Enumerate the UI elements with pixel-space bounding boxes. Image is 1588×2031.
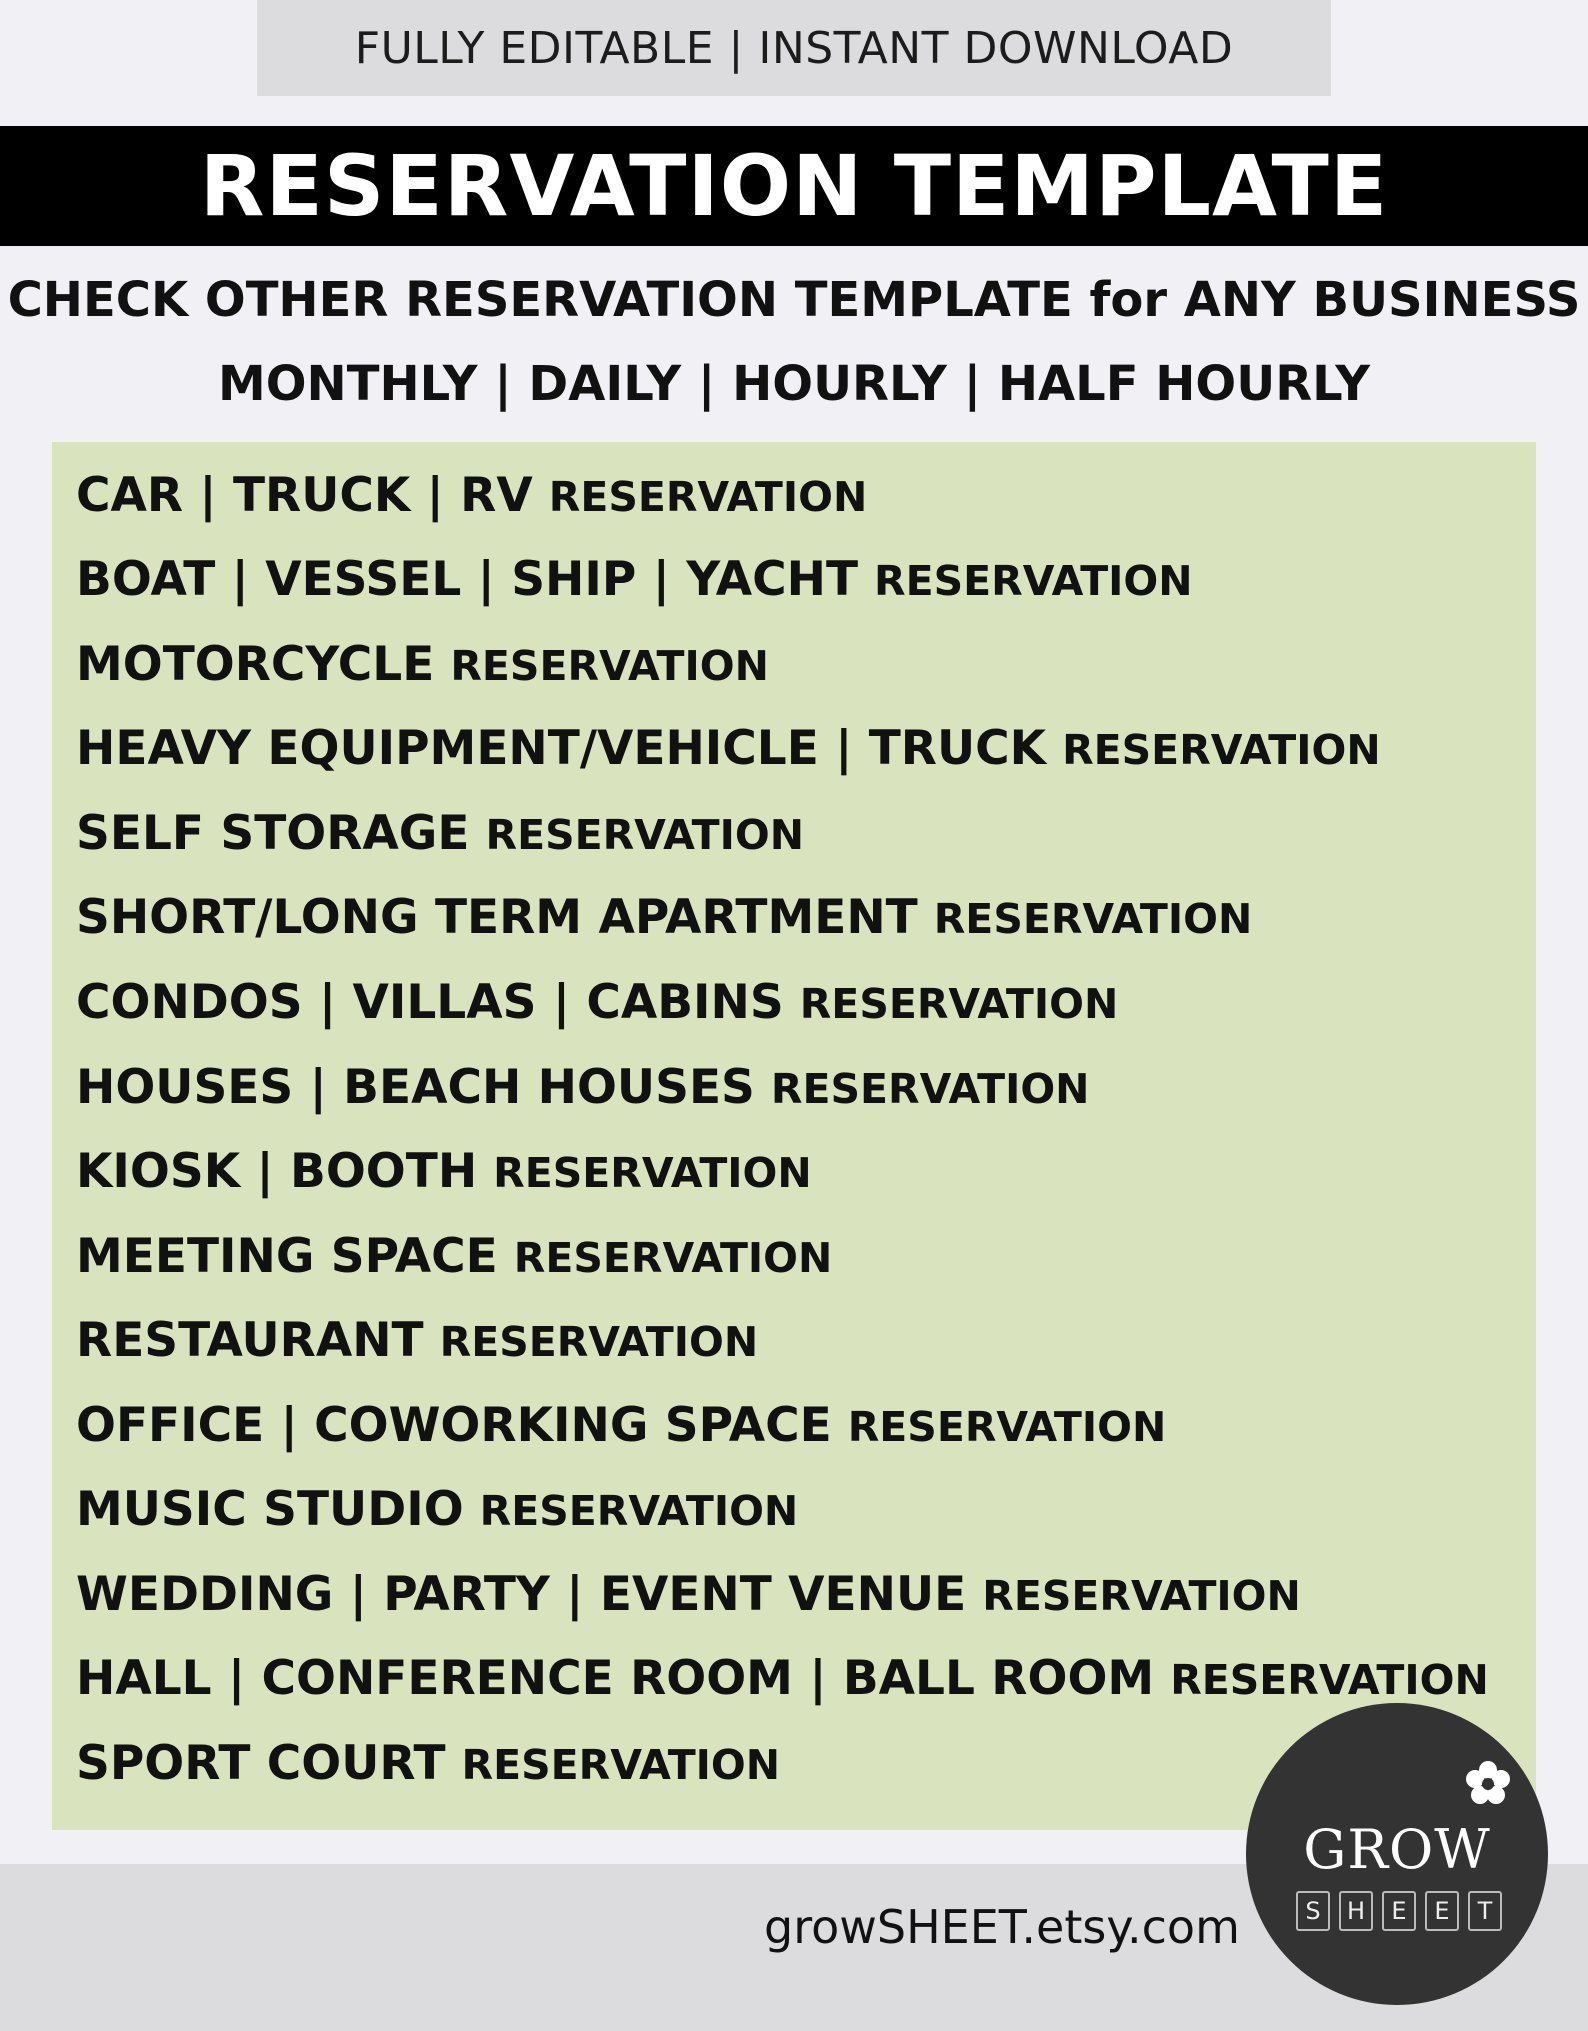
item-suffix: RESERVATION [461, 1741, 781, 1789]
list-item [76, 1736, 780, 1816]
item-suffix: RESERVATION [874, 557, 1193, 605]
item-name: KIOSK | BOOTH [76, 1144, 478, 1199]
list-item [76, 1229, 832, 1309]
footer-url: growSHEET.etsy.com [764, 1900, 1240, 1954]
item-name: RESTAURANT [76, 1313, 424, 1368]
item-suffix: RESERVATION [982, 1572, 1301, 1620]
item-suffix: RESERVATION [799, 980, 1119, 1028]
list-item [76, 468, 867, 548]
item-suffix: RESERVATION [439, 1318, 759, 1366]
item-name: HEAVY EQUIPMENT/VEHICLE | TRUCK [76, 721, 1047, 776]
list-item [76, 637, 769, 717]
item-suffix: RESERVATION [1062, 726, 1381, 774]
item-suffix: RESERVATION [847, 1403, 1167, 1451]
list-item [76, 1398, 1166, 1478]
list-item [76, 806, 804, 886]
item-name: WEDDING | PARTY | EVENT VENUE [76, 1567, 967, 1622]
list-item [76, 1482, 798, 1562]
list-item [76, 552, 1193, 632]
list-item [76, 1060, 1090, 1140]
subtitle-line-2: MONTHLY | DAILY | HOURLY | HALF HOURLY [217, 356, 1371, 412]
list-item [76, 1313, 758, 1393]
item-suffix: RESERVATION [479, 1487, 799, 1535]
list-item [76, 721, 1381, 801]
item-suffix: RESERVATION [548, 473, 868, 521]
item-suffix: RESERVATION [1170, 1656, 1489, 1704]
item-suffix: RESERVATION [513, 1234, 833, 1282]
item-suffix: RESERVATION [933, 895, 1253, 943]
item-name: MUSIC STUDIO [76, 1482, 464, 1537]
item-name: SHORT/LONG TERM APARTMENT [76, 890, 918, 945]
item-name: CONDOS | VILLAS | CABINS [76, 975, 784, 1030]
logo-letter: E [1425, 1891, 1459, 1931]
logo-letter: H [1339, 1891, 1373, 1931]
title-bar [0, 126, 1588, 246]
item-name: OFFICE | COWORKING SPACE [76, 1398, 832, 1453]
list-item [76, 1144, 812, 1224]
logo-letter: T [1468, 1891, 1502, 1931]
item-suffix: RESERVATION [485, 811, 805, 859]
item-name: HALL | CONFERENCE ROOM | BALL ROOM [76, 1651, 1155, 1706]
item-name: BOAT | VESSEL | SHIP | YACHT [76, 552, 859, 607]
item-name: HOUSES | BEACH HOUSES [76, 1060, 755, 1115]
item-name: CAR | TRUCK | RV [76, 468, 533, 523]
list-item [76, 890, 1252, 970]
list-item [76, 975, 1118, 1055]
item-name: SELF STORAGE [76, 806, 470, 861]
logo-letter: E [1382, 1891, 1416, 1931]
subtitle-line-1: CHECK OTHER RESERVATION TEMPLATE for ANY BUSINESS [7, 272, 1581, 328]
list-item [76, 1567, 1301, 1647]
logo-sheet-letters [1296, 1891, 1502, 1933]
reservation-list [52, 442, 1536, 1830]
item-name: SPORT COURT [76, 1736, 446, 1791]
page-title: RESERVATION TEMPLATE [199, 137, 1389, 235]
item-suffix: RESERVATION [450, 642, 769, 690]
item-suffix: RESERVATION [493, 1149, 812, 1197]
banner-text: FULLY EDITABLE | INSTANT DOWNLOAD [354, 22, 1234, 74]
top-banner [257, 0, 1331, 96]
logo-letter: S [1296, 1891, 1330, 1931]
item-name: MOTORCYCLE [76, 637, 435, 692]
logo-grow-text: GROW [1303, 1818, 1491, 1881]
item-suffix: RESERVATION [770, 1065, 1090, 1113]
item-name: MEETING SPACE [76, 1229, 498, 1284]
flower-icon [1462, 1758, 1514, 1810]
list-item [76, 1651, 1489, 1731]
